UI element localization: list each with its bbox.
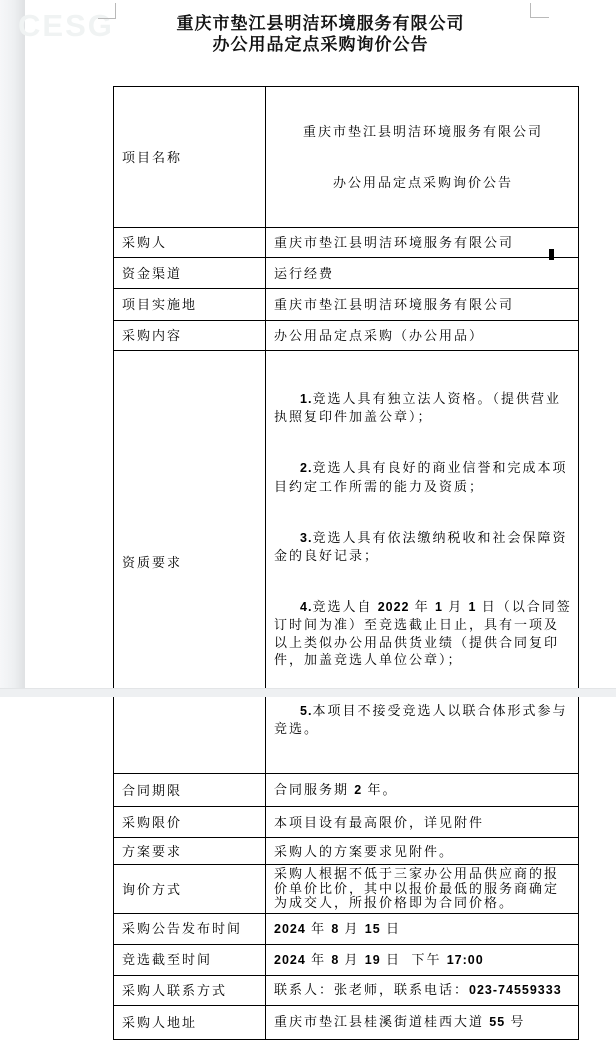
row-value: 合同服务期 2 年。 xyxy=(266,774,579,807)
row-value: 本项目设有最高限价，详见附件 xyxy=(266,807,579,838)
table-row-announcement-date xyxy=(114,913,579,944)
page-edge-shadow xyxy=(0,0,25,689)
page-title xyxy=(25,13,616,55)
row-value: 重庆市垫江县明洁环境服务有限公司 xyxy=(266,289,579,321)
project-name-line2: 办公用品定点采购询价公告 xyxy=(332,175,513,190)
qualification-item: 4.竞选人自 2022 年 1 月 1 日（以合同签订时间为准）至竞选截止日止，具有一项及以上类似办公用品供货业绩（提供合同复印件，加盖竞选人单位公章）； xyxy=(274,599,572,667)
table-row-plan-requirements xyxy=(114,838,579,865)
row-label: 采购人 xyxy=(114,228,266,258)
table-row-qualification-requirements xyxy=(114,351,579,774)
row-label: 询价方式 xyxy=(114,865,266,914)
table-row-procurement-content xyxy=(114,321,579,351)
row-value: 办公用品定点采购（办公用品） xyxy=(266,321,579,351)
table-row-purchaser xyxy=(114,228,579,258)
table-row-contact-info xyxy=(114,975,579,1005)
table-row-purchaser-address xyxy=(114,1005,579,1039)
page-title-line2: 办公用品定点采购询价公告 xyxy=(212,35,429,54)
qualification-item: 5.本项目不接受竞选人以联合体形式参与竞选。 xyxy=(274,703,568,737)
table-row-price-limit xyxy=(114,807,579,838)
row-label: 采购人地址 xyxy=(114,1005,266,1039)
table-row-funding-channel xyxy=(114,258,579,289)
row-value: 2024 年 8 月 19 日 下午 17:00 xyxy=(266,944,579,975)
paragraph-marker xyxy=(549,249,554,260)
table-row-project-location xyxy=(114,289,579,321)
table-row-project-name xyxy=(114,87,579,228)
row-value: 2024 年 8 月 15 日 xyxy=(266,913,579,944)
row-value: 联系人：张老师，联系电话：023-74559333 xyxy=(266,975,579,1005)
project-name-line1: 重庆市垫江县明洁环境服务有限公司 xyxy=(302,124,543,139)
row-value: 采购人根据不低于三家办公用品供应商的报价单价比价，其中以报价最低的服务商确定为成交人，所报价格即为合同价格。 xyxy=(266,865,579,914)
row-value: 重庆市垫江县明洁环境服务有限公司 xyxy=(266,228,579,258)
row-label: 合同期限 xyxy=(114,774,266,807)
table-row-contract-period xyxy=(114,774,579,807)
row-label: 采购限价 xyxy=(114,807,266,838)
table-row-inquiry-method xyxy=(114,865,579,914)
row-label: 项目实施地 xyxy=(114,289,266,321)
qualification-item: 1.竞选人具有独立法人资格。（提供营业执照复印件加盖公章）； xyxy=(274,391,561,425)
announcement-table xyxy=(113,86,579,1040)
row-label: 采购公告发布时间 xyxy=(114,913,266,944)
footer-band xyxy=(0,688,616,697)
qualification-item: 3.竞选人具有依法缴纳税收和社会保障资金的良好记录； xyxy=(274,529,568,564)
row-value: 运行经费 xyxy=(266,258,579,289)
table-row-bid-deadline xyxy=(114,944,579,975)
qualification-item: 2.竞选人具有良好的商业信誉和完成本项目约定工作所需的能力及资质； xyxy=(274,460,568,494)
row-label: 竞选截至时间 xyxy=(114,944,266,975)
row-label: 采购内容 xyxy=(114,321,266,351)
row-label: 采购人联系方式 xyxy=(114,975,266,1005)
page-title-line1: 重庆市垫江县明洁环境服务有限公司 xyxy=(176,14,465,33)
row-value xyxy=(266,87,579,228)
row-label: 项目名称 xyxy=(114,87,266,228)
row-label: 资金渠道 xyxy=(114,258,266,289)
watermark-text: CESG xyxy=(18,8,114,43)
row-value: 重庆市垫江县桂溪街道桂西大道 55 号 xyxy=(266,1005,579,1039)
row-value xyxy=(266,351,579,774)
row-label: 资质要求 xyxy=(114,351,266,774)
row-value: 采购人的方案要求见附件。 xyxy=(266,838,579,865)
row-label: 方案要求 xyxy=(114,838,266,865)
